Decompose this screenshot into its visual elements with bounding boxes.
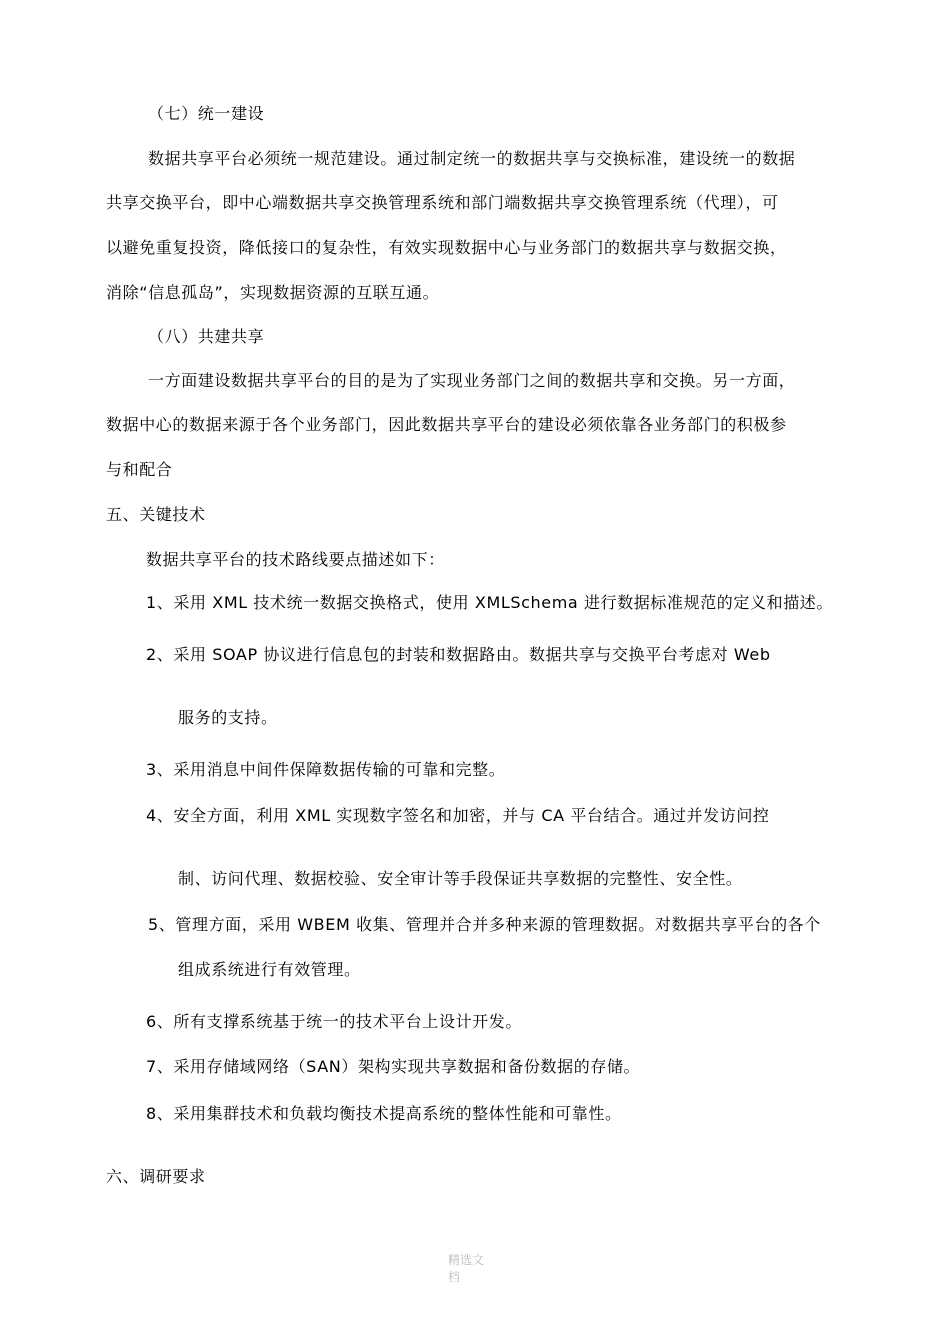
paragraph-line: 数据共享平台必须统一规范建设。通过制定统一的数据共享与交换标准，建设统一的数据 [148,149,796,168]
paragraph-line: 消除“信息孤岛”，实现数据资源的互联互通。 [106,283,440,302]
paragraph-line: 一方面建设数据共享平台的目的是为了实现业务部门之间的数据共享和交换。另一方面， [148,371,796,390]
list-item-continuation: 组成系统进行有效管理。 [178,960,361,979]
list-item: 3、采用消息中间件保障数据传输的可靠和完整。 [146,760,506,779]
page-footer [448,1252,492,1286]
list-item-continuation: 制、访问代理、数据校验、安全审计等手段保证共享数据的完整性、安全性。 [178,869,743,888]
footer-text-line-2: 档 [448,1270,461,1284]
paragraph-line: 数据中心的数据来源于各个业务部门，因此数据共享平台的建设必须依靠各业务部门的积极参 [106,415,787,434]
list-item-continuation: 服务的支持。 [178,708,278,727]
paragraph-line: 共享交换平台，即中心端数据共享交换管理系统和部门端数据共享交换管理系统（代理），可 [106,193,779,212]
paragraph-line: 与和配合 [106,460,173,479]
list-item: 8、采用集群技术和负载均衡技术提高系统的整体性能和可靠性。 [146,1104,622,1123]
list-item: 1、采用 XML 技术统一数据交换格式，使用 XMLSchema 进行数据标准规范的定义和描述。 [146,593,834,612]
section-heading-7: （七）统一建设 [148,104,265,123]
list-item: 7、采用存储域网络（SAN）架构实现共享数据和备份数据的存储。 [146,1057,641,1076]
chapter-intro: 数据共享平台的技术路线要点描述如下： [146,550,445,569]
chapter-heading-6: 六、调研要求 [106,1167,206,1186]
paragraph-line: 以避免重复投资，降低接口的复杂性，有效实现数据中心与业务部门的数据共享与数据交换， [106,238,787,257]
footer-text-line-1: 精选文 [448,1253,485,1267]
list-item: 4、安全方面，利用 XML 实现数字签名和加密，并与 CA 平台结合。通过并发访问控 [146,806,770,825]
section-heading-8: （八）共建共享 [148,327,265,346]
list-item: 2、采用 SOAP 协议进行信息包的封装和数据路由。数据共享与交换平台考虑对 Web [146,645,771,664]
list-item: 5、管理方面，采用 WBEM 收集、管理并合并多种来源的管理数据。对数据共享平台的各个 [148,915,821,934]
chapter-heading-5: 五、关键技术 [106,505,206,524]
list-item: 6、所有支撑系统基于统一的技术平台上设计开发。 [146,1012,522,1031]
